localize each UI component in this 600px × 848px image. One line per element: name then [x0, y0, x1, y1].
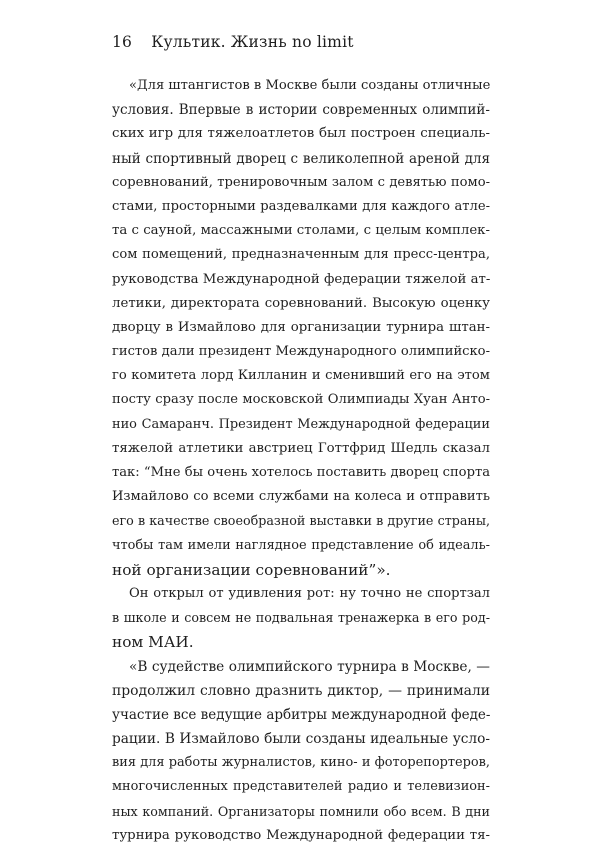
page-number: 16	[112, 33, 133, 51]
body-text	[112, 74, 490, 848]
text-line: ный спортивный дворец с великолепной ареной для	[112, 150, 490, 167]
text-line: руководства Международной федерации тяжелой ат-	[112, 271, 491, 287]
text-line: ной организации соревнований”».	[112, 560, 391, 579]
text-line: вия для работы журналистов, кино- и фоторепортеров,	[112, 755, 490, 771]
text-line: соревнований, тренировочным залом с девятью помо-	[112, 174, 490, 190]
text-line: турнира руководство Международной федерации тя-	[112, 827, 490, 843]
text-line: ном МАИ.	[112, 633, 194, 652]
text-line: ских игр для тяжелоатлетов был построен специаль-	[112, 126, 490, 142]
text-line: дворцу в Измайлово для организации турнира штан-	[112, 319, 490, 335]
text-line: условия. Впервые в истории современных олимпий-	[112, 102, 490, 119]
text-line: та с сауной, массажными столами, с целым комплек-	[112, 223, 490, 239]
text-line: так: “Мне бы очень хотелось поставить дворец спорта	[112, 465, 490, 480]
text-line: рации. В Измайлово были созданы идеальные усло-	[112, 731, 490, 748]
text-line: его в качестве своеобразной выставки в другие страны,	[112, 513, 490, 529]
text-line: нио Самаранч. Президент Международной федерации	[112, 416, 490, 432]
text-line: стами, просторными раздевалками для каждого атле-	[112, 198, 490, 214]
text-line: го комитета лорд Килланин и сменивший его на этом	[112, 368, 490, 384]
text-line: Измайлово со всеми службами на колеса и отправить	[112, 489, 490, 505]
text-line: «Для штангистов в Москве были созданы отличные	[129, 78, 491, 93]
text-line: многочисленных представителей радио и телевизион-	[112, 779, 490, 795]
text-line: тяжелой атлетики австриец Готтфрид Шедль сказал	[112, 440, 490, 456]
text-line: посту сразу после московской Олимпиады Хуан Анто-	[112, 392, 490, 408]
text-line: Он открыл от удивления рот: ну точно не спортзал	[129, 585, 490, 601]
text-line: летики, директората соревнований. Высокую оценку	[112, 295, 490, 311]
text-line: продолжил словно дразнить диктор, — принимали	[112, 682, 490, 699]
text-line: в школе и совсем не подвальная тренажерка в его род-	[112, 610, 490, 626]
text-line: участие все ведущие арбитры международной феде-	[112, 706, 491, 723]
running-title: Культик. Жизнь no limit	[151, 33, 354, 51]
text-line: сом помещений, предназначенным для пресс-центра,	[112, 247, 490, 263]
text-line: гистов дали президент Международного олимпийско-	[112, 344, 490, 360]
text-line: чтобы там имели наглядное представление об идеаль-	[112, 537, 490, 553]
text-line: «В судействе олимпийского турнира в Москве, —	[129, 658, 490, 675]
text-line: ных компаний. Организаторы помнили обо всем. В дни	[112, 803, 490, 819]
running-header	[112, 33, 354, 51]
